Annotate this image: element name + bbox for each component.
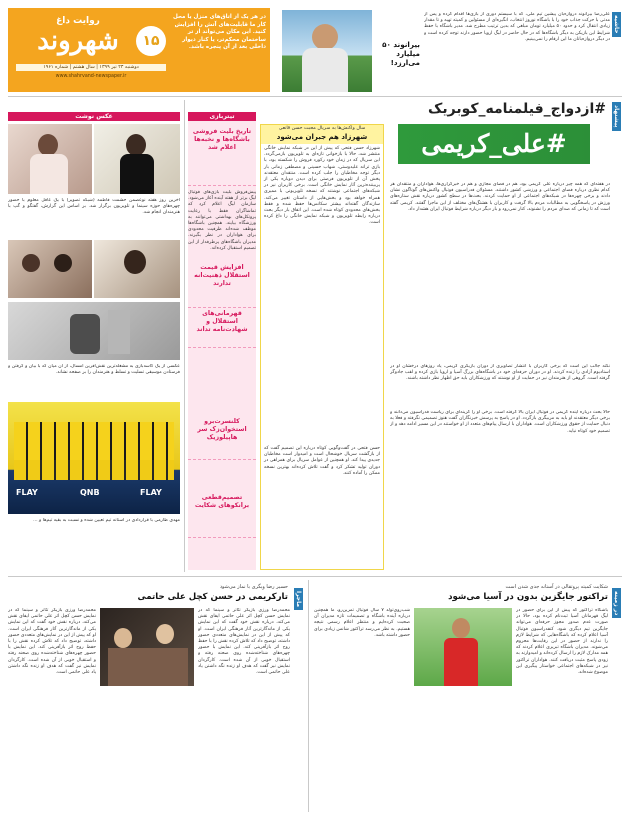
- feature-hashtag-2: #علی_کریمی: [398, 124, 590, 164]
- bottom-left-kicker: حسیر رضا ویگری با نماز می‌شود: [219, 584, 288, 590]
- celebrity-photo-1: [8, 124, 92, 194]
- sponsor-1: FLAY: [16, 488, 38, 497]
- masthead: [8, 8, 270, 92]
- headline-item-1[interactable]: تاریخ بلیت فروشی باشگاه‌ها و نخبه‌ها اعلام شد: [188, 126, 256, 186]
- football-player-photo: [414, 608, 512, 686]
- celebrity-photo-4: [94, 240, 180, 298]
- feature-body-2: نکته جالب این است که برخی کاربران با انتشار تصاویری از دوران بازیگری کریمی، یاد روزهای درخشان او در استادیوم آزادی را زنده کردند. او در دوران حرفه‌ای خود در باشگاه‌های بزرگ آسیا و اروپا بازی کرده و لقب جادوگر گرفته است. گروهی از هنرمندان نیز در حمایت از او نوشتند که ورزشکاران باید حق اظهار نظر داشته باشند.: [390, 364, 610, 382]
- feature-section: پیشنهاد: [612, 102, 621, 131]
- gossip-caption-2: عکسی از یک کاسه‌بازی به مشغله‌ترین نقش‌آفرین امسال، از آن میان که با بیان و گرفتن و فرستادن موسیقی تسلیت و تسلط و هنرمندان را بر صفحه نشاند.: [8, 364, 180, 376]
- bottom-right-kicker: شکایت کمیته پروتقالی در آستانه جدی شدن است: [505, 584, 608, 590]
- bottom-left-section: ماجرا: [294, 588, 303, 610]
- column-story-body: شهرزاد حسن فتحی که پیش از این در شبکه نمایش خانگی منتشر شد، حالا با بازخوانی تازه‌ای به تلویزیون بازمی‌گردد. این سریال که در زمان خود رکورد فروش را شکسته بود، با بازی ترانه علیدوستی، شهاب حسینی و مصطفی زمانی بار دیگر توجه مخاطبان را جلب کرده است. منتقدان معتقدند پخش آن از تلویزیون فرصتی برای دیدن دوباره یکی از پربیننده‌ترین آثار نمایش خانگی است. برخی کاربران نیز در شبکه‌های اجتماعی نوشتند که نسخه تلویزیونی با ممیزی همراه خواهد بود و بخش‌هایی از داستان تغییر می‌کند. سازندگان گفته‌اند بیشتر سکانس‌ها حفظ شده و فقط بخش‌های محدودی کوتاه شده است. این اتفاق بار دیگر بحث درباره رابطه تلویزیون و شبکه نمایش خانگی را داغ کرده است.: [264, 146, 380, 226]
- feature-body-3: حالا بحث درباره آینده کریمی در فوتبال ایران بالا گرفته است. برخی او را گزینه‌ای برای ریاست فدراسیون می‌دانند و برخی دیگر معتقدند او باید به مربیگری بازگردد. او در پاسخ به پرسش خبرنگاران گفت هنوز تصمیمی نگرفته و فعلا به دنبال حمایت از حقوق ورزشکاران است. هواداران با ارسال پیام‌های متعدد از او خواستند در این مسیر ادامه دهد و از تصمیم خود کوتاه نیاید.: [390, 410, 610, 434]
- theatre-photo: [100, 608, 194, 686]
- goalkeeper-photo: [282, 10, 372, 92]
- column-story-body-2: حسن فتحی در گفت‌وگویی کوتاه درباره این تصمیم گفت که از بازگشت سریال خوشحال است و امیدوار است مخاطبان جدیدی پیدا کند. او همچنین از عوامل سریال برای همراهی در دوران تولید تشکر کرد و گفت تلاش کرده‌اند بهترین نسخه ممکن را آماده کنند.: [264, 446, 380, 476]
- team-photo: [8, 402, 180, 514]
- headline-item-5[interactable]: تصمیم‌قطعی برانکوهای شکایت: [188, 492, 256, 538]
- column-story-kicker: سال واکنش‌ها به سریال محبت حسن قانعی: [261, 125, 383, 132]
- date-line: دوشنبه ۲۳ تیر ۱۳۹۹ | سال هشتم | شماره ۱۹۶۱: [16, 64, 166, 71]
- bottom-left-body-2: محمدرضا ورزی بازیگر تئاتر و سینما که در نمایش حسن کچل اثر علی حاتمی ایفای نقش می‌کند، درباره نقش خود گفت که این نمایش یکی از ماندگارترین آثار فرهنگی ایران است. او که پیش از این در نمایش‌های متعددی حضور داشته، توضیح داد که تلاش کرده نقش را با حفظ روح اثر بازآفرینی کند. این نمایش با حضور چهره‌های شناخته‌شده روی صحنه رفته و استقبال خوبی از آن شده است. کارگردان نمایش نیز گفت که هدف او زنده نگه داشتن یاد علی حاتمی است.: [198, 608, 290, 676]
- headline-item-4[interactable]: کلنسرت‌برو استخوان‌زک سر هاپیلوزیک: [188, 416, 256, 460]
- tagline: روایت داغ: [56, 16, 100, 26]
- feature-headline-box: [388, 100, 610, 178]
- column-story-box: [260, 124, 384, 570]
- bottom-left-body: محمدرضا ورزی بازیگر تئاتر و سینما که در نمایش حسن کچل اثر علی حاتمی ایفای نقش می‌کند، درباره نقش خود گفت که این نمایش یکی از ماندگارترین آثار فرهنگی ایران است. او که پیش از این در نمایش‌های متعددی حضور داشته، توضیح داد که تلاش کرده نقش را با حفظ روح اثر بازآفرینی کند. این نمایش با حضور چهره‌های شناخته‌شده روی صحنه رفته و استقبال خوبی از آن شده است. کارگردان نمایش نیز گفت که هدف او زنده نگه داشتن یاد علی حاتمی است.: [8, 608, 96, 676]
- sponsor-3: FLAY: [140, 488, 162, 497]
- brand-name: شهروند: [37, 26, 119, 56]
- feature-hashtag-1: #ازدواج_فیلمنامه_کوبریک: [428, 101, 606, 117]
- bottom-right-body: باشگاه تراکتور که پیش از این برای حضور در لیگ قهرمانان آسیا ثبت‌نام کرده بود، حالا در صورت عدم صدور مجوز حرفه‌ای می‌تواند جایگزین تیم دیگری شود. کنفدراسیون فوتبال آسیا اعلام کرده که باشگاه‌هایی که شرایط لازم را ندارند از حضور در این رقابت‌ها محروم می‌شوند. مدیران باشگاه تبریزی اعلام کردند که همه مدارک لازم را ارسال کرده‌اند و امیدوارند به زودی پاسخ مثبت دریافت کنند. هواداران تراکتور نیز در شبکه‌های اجتماعی خواستار پیگیری این موضوع شده‌اند.: [516, 608, 608, 676]
- top-story-section: حاشیه: [612, 12, 621, 37]
- sponsor-2: QNB: [80, 488, 100, 497]
- celebrity-photo-3: [8, 240, 92, 298]
- headlines-body: پیش‌فروش بلیت بازی‌های فوتبال لیگ برتر از هفته آینده آغاز می‌شود. سازمان لیگ اعلام کرد که تماشاگران فقط با رعایت پروتکل‌های بهداشتی می‌توانند به ورزشگاه بیایند. همچنین باشگاه‌ها موظف شده‌اند ظرفیت محدودی برای هواداران در نظر بگیرند. مدیران باشگاه‌های پرطرفدار از این تصمیم استقبال کرده‌اند.: [188, 190, 256, 251]
- gossip-caption-1: آخرین روز هفته نوعصمن حشمت فاطمه (شبکه تصویر) با یک غافل معلوم با حضور چهره‌های حوزه سینما و تلویزیون برگزار شد. بر اساس این گزارش، گفتگو و گپ با هنرمندان انجام شد.: [8, 198, 180, 216]
- feature-body-1: در هفته‌ای که همه چیز درباره علی کریمی بود، هم در فضای مجازی و هم در خبرگزاری‌ها، هواداران و منتقدان هر کدام نظری درباره فضای اجتماعی و ورزشی کشور داشتند. مسئولان فدراسیون فوتبال واکنش‌های گوناگون نشان دادند و برخی چهره‌ها در شبکه‌های اجتماعی از او حمایت کردند. بحث‌ها در سطح کشور درباره نقش ستاره‌های ورزش در پاسخگویی به مطالبات مردم بالا گرفت و کاربران با هشتگ‌های مختلف از این ماجرا گفتند. کریمی گفته است که تا زمانی که صدای مردم را نشنوند، کنار نمی‌رود و بار دیگر درباره شرایط فوتبال ایران هشدار داد.: [390, 182, 610, 212]
- bottom-right-headline: تراکتور جایگزین بدون در آسیا می‌شود: [448, 592, 608, 602]
- celebrity-photo-5: [8, 302, 180, 360]
- headline-item-3[interactable]: قهرمانی‌های استقلال و شهادت‌نامه تداند: [188, 308, 256, 348]
- bottom-right-body-2: شب‌روی‌تولد ۷ سال فوتبال تمرین‌رو، ما همچنین درباره آینده باشگاه و تصمیمات تازه مدیران آن صحبت کرده‌ایم و منتظر اعلام رسمی نتیجه هستیم. به نظر می‌رسد تراکتور شانس زیادی برای حضور داشته باشد.: [314, 608, 410, 638]
- bottom-right-section: در زمینه: [612, 588, 621, 618]
- celebrity-photo-2: [94, 124, 180, 194]
- column-story-headline: شهرزاد هم جبران می‌شود: [261, 132, 383, 144]
- bottom-left-headline: تار‌کریمی در حسن کچل علی حاتمی: [137, 592, 288, 602]
- gossip-section-label: عکس نوشت: [8, 112, 180, 121]
- page-number: ۱۵: [136, 26, 166, 56]
- website: www.shahrvand-newspaper.ir: [55, 74, 127, 79]
- gossip-caption-3: مهدی طارمی با قراردادی در آستانه تیم تعیین شده و نسبت به بقیه تیم‌ها و ...: [33, 518, 180, 523]
- top-story-body: علی‌رضا بیرانوند دروازه‌بان پیشین تیم ملی، که با سیستم دوری از بازی‌ها اقدام کرده و پس از مدتی با حرکت جذاب خود را با باشگاه نوروز انتخاب، انگیزه‌ای از مسئولین و کمیته تهیه و تا مقدار زیادی انتقال کرد و حدود ۵۰ میلیارد تومان مبلغی که بدین ترتیب مطرح شد. مدیر باشگاه با حفظ شرایط این بازیکن به دیگر باشگاه‌ها که در حال حاضر در لیگ اروپا حضور دارند توجه کرده است و در دیگر دروازه‌بانان ما این ارقام را نمی‌بینیم.: [424, 12, 610, 42]
- headlines-column: [188, 112, 256, 570]
- top-story-headline: بیرانوند ۵۰ میلیارد می‌ارزد!: [382, 40, 420, 67]
- headlines-section-label: تیتربازی: [188, 112, 256, 121]
- banner-quote: در هر یک از اتاق‌های منزل یا محل کار ما قابلیت‌های آتش را افزایش کنید. این مکان می‌تواند از تر ساختمان محکم‌تر، یا کنار دیوار داخلی بعد از آن پنجره باشد.: [172, 14, 266, 51]
- headline-item-2[interactable]: افزایش قیمت استقلال ذهنیت‌انه تدارند: [188, 262, 256, 308]
